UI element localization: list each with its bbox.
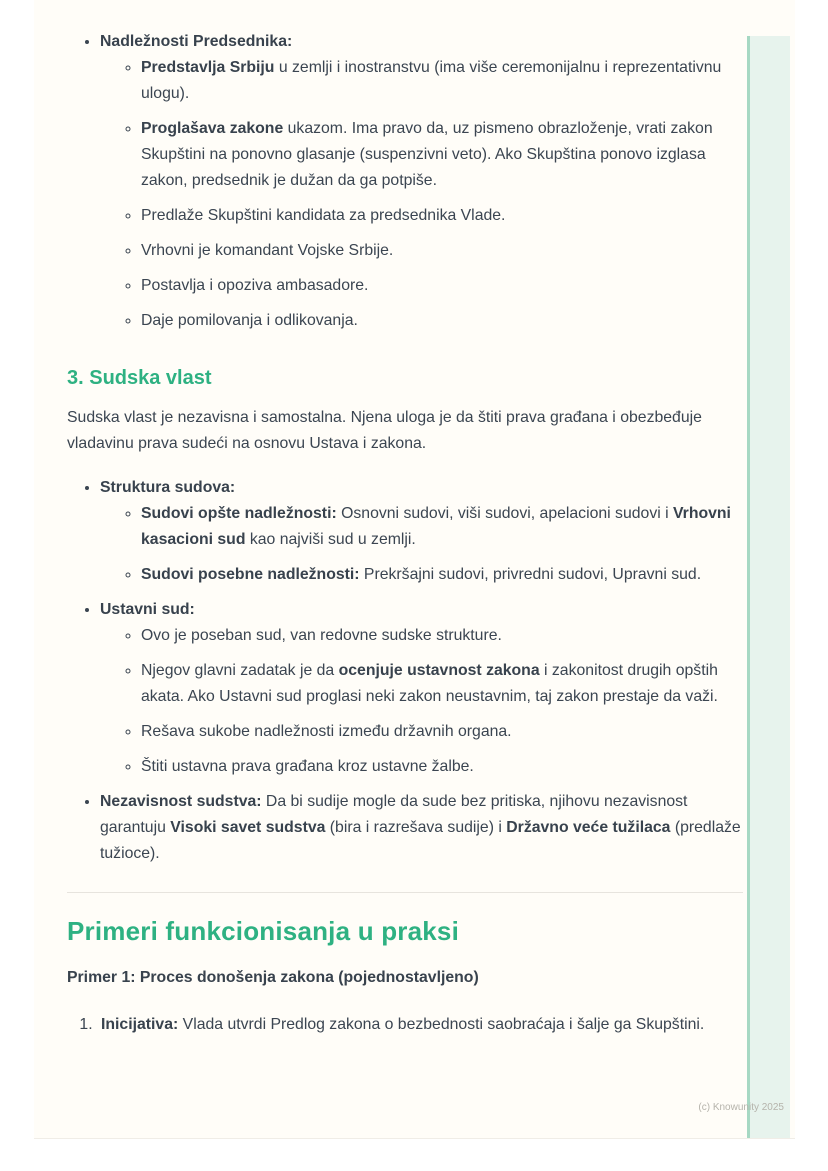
bold-text-segment: Struktura sudova: <box>100 479 236 496</box>
list-item <box>100 475 743 588</box>
sub-bullet-list <box>100 623 743 780</box>
sub-list-item <box>141 238 743 264</box>
bold-text-segment: ocenjuje ustavnost zakona <box>338 662 540 679</box>
bold-text-segment: Primer 1: Proces donošenja zakona (pojednostavljeno) <box>67 969 479 986</box>
bold-text-segment: Visoki savet sudstva <box>170 819 326 836</box>
text-segment: Njegov glavni zadatak je da <box>141 662 339 679</box>
text-segment: (predlaže tužioce). <box>100 819 741 862</box>
sub-list-item <box>141 501 743 553</box>
list-item <box>100 789 743 867</box>
list-item <box>100 29 743 334</box>
text-segment: Rešava sukobe nadležnosti između državnih organa. <box>141 723 512 740</box>
text-segment: kao najviši sud u zemlji. <box>245 531 416 548</box>
text-segment: Štiti ustavna prava građana kroz ustavne žalbe. <box>141 758 474 775</box>
text-segment: i zakonitost drugih opštih akata. Ako Ustavni sud proglasi neki zakon neustavnim, taj zakon prestaje da važi. <box>141 662 718 705</box>
divider <box>67 892 743 893</box>
bullet-list <box>67 475 743 867</box>
section-heading-sudska-vlast: 3. Sudska vlast <box>67 367 212 389</box>
subsection-heading-primer-1 <box>67 966 743 990</box>
bold-text-segment: Predstavlja Srbiju <box>141 59 275 76</box>
sub-bullet-list <box>100 55 743 334</box>
list-item <box>100 597 743 780</box>
sub-list-item <box>141 273 743 299</box>
text-segment: Prekršajni sudovi, privredni sudovi, Upravni sud. <box>359 566 702 583</box>
sub-list-item <box>141 308 743 334</box>
text-segment: Da bi sudije mogle da sude bez pritiska, njihovu nezavisnost garantuju <box>100 793 688 836</box>
decorative-stripe <box>747 36 790 1138</box>
numbered-list <box>67 1012 743 1038</box>
bold-text-segment: Nezavisnost sudstva: <box>100 793 262 810</box>
text-segment: ukazom. Ima pravo da, uz pismeno obrazloženje, vrati zakon Skupštini na ponovno glasanje (suspenzivni veto). Ako Skupština ponovo izglasa zakon, predsednik je dužan da ga potpiše. <box>141 120 713 189</box>
sub-list-item <box>141 719 743 745</box>
text-segment: (bira i razrešava sudije) i <box>325 819 507 836</box>
text-segment: Sudska vlast je nezavisna i samostalna. Njena uloga je da štiti prava građana i obezbeđuje vladavinu prava sudeći na osnovu Ustava i zakona. <box>67 409 702 452</box>
sub-list-item <box>141 562 743 588</box>
text-segment: Predlaže Skupštini kandidata za predsednika Vlade. <box>141 207 506 224</box>
text-segment: u zemlji i inostranstvu (ima više ceremonijalnu i reprezentativnu ulogu). <box>141 59 722 102</box>
bold-text-segment: Ustavni sud: <box>100 601 195 618</box>
bold-text-segment: Nadležnosti Predsednika: <box>100 33 293 50</box>
sub-list-item <box>141 623 743 649</box>
bold-text-segment: Proglašava zakone <box>141 120 284 137</box>
page-title-primeri: Primeri funkcionisanja u praksi <box>67 916 459 946</box>
document-content <box>67 29 743 1047</box>
sub-list-item <box>141 116 743 194</box>
bold-text-segment: Inicijativa: <box>101 1016 179 1033</box>
bullet-list <box>67 29 743 334</box>
copyright-footer: (c) Knowunity 2025 <box>698 1102 784 1113</box>
text-segment: Osnovni sudovi, viši sudovi, apelacioni sudovi i <box>336 505 674 522</box>
bold-text-segment: Državno veće tužilaca <box>506 819 671 836</box>
paragraph <box>67 405 743 457</box>
sub-list-item <box>141 754 743 780</box>
numbered-list-item <box>97 1012 743 1038</box>
bold-text-segment: Vrhovni kasacioni sud <box>141 505 731 548</box>
sub-list-item <box>141 55 743 107</box>
text-segment: Vlada utvrdi Predlog zakona o bezbednosti saobraćaja i šalje ga Skupštini. <box>178 1016 705 1033</box>
text-segment: Ovo je poseban sud, van redovne sudske strukture. <box>141 627 502 644</box>
bold-text-segment: Sudovi posebne nadležnosti: <box>141 566 360 583</box>
text-segment: Daje pomilovanja i odlikovanja. <box>141 312 358 329</box>
text-segment: Vrhovni je komandant Vojske Srbije. <box>141 242 394 259</box>
sub-list-item <box>141 658 743 710</box>
bold-text-segment: Sudovi opšte nadležnosti: <box>141 505 337 522</box>
text-segment: Postavlja i opoziva ambasadore. <box>141 277 369 294</box>
sub-list-item <box>141 203 743 229</box>
sub-bullet-list <box>100 501 743 588</box>
